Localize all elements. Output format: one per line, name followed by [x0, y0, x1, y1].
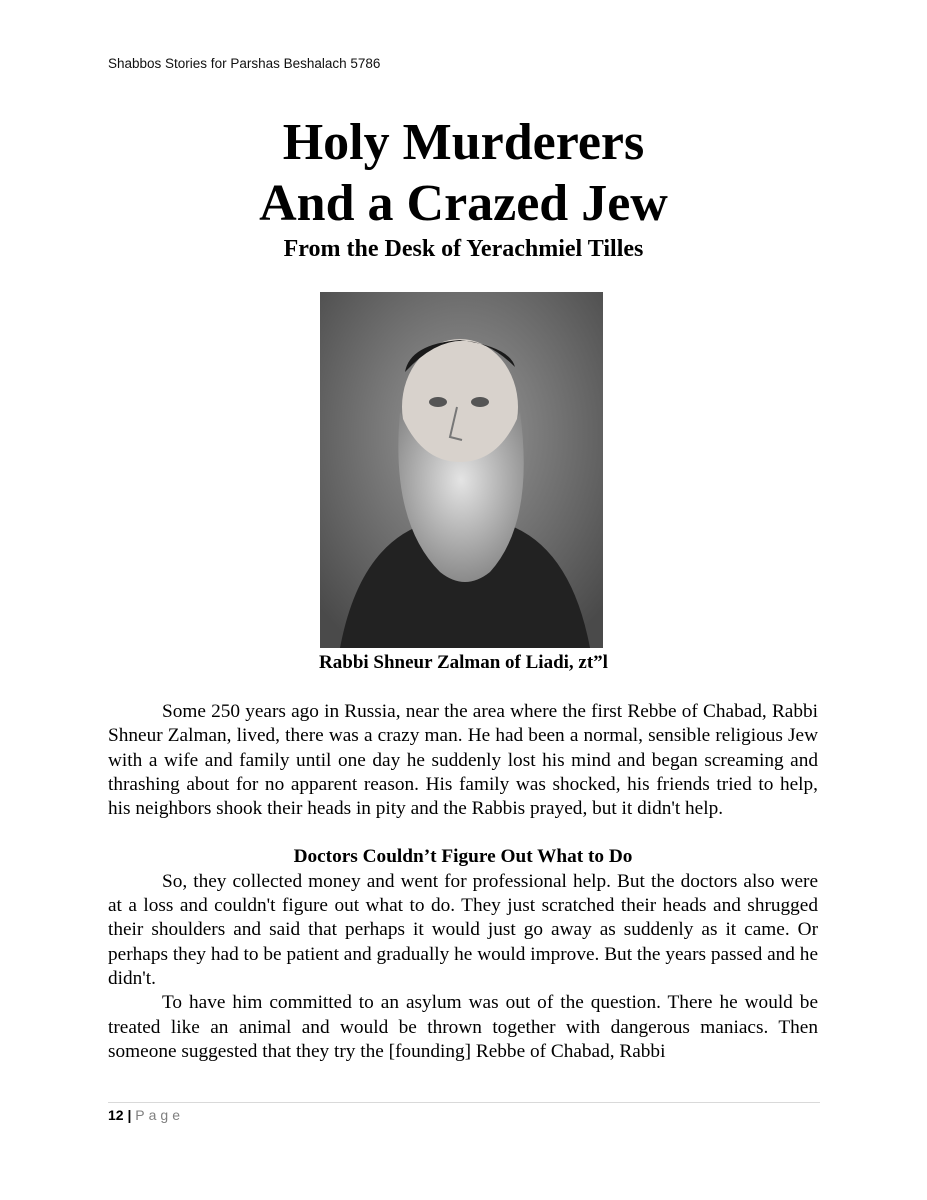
section-heading: Doctors Couldn’t Figure Out What to Do — [293, 846, 633, 868]
page-footer — [108, 1107, 184, 1123]
paragraph: To have him committed to an asylum was out of the question. There he would be treated like an animal and would be thrown together with dangerous maniacs. Then someone suggested that they try the [founding] Rebbe of Chabad, Rabbi — [108, 992, 818, 1062]
title-line-2: And a Crazed Jew — [259, 175, 668, 232]
footer-divider — [108, 1102, 820, 1103]
article-subtitle: From the Desk of Yerachmiel Tilles — [283, 236, 644, 262]
running-header: Shabbos Stories for Parshas Beshalach 5786 — [108, 56, 381, 71]
paragraph: So, they collected money and went for professional help. But the doctors also were at a loss and couldn't figure out what to do. They just scratched their heads and shrugged their shoulders and said that perhaps it would just go away as suddenly as it came. Or perhaps they had to be patient and gradually he would improve. But the years passed and he didn't. — [108, 870, 818, 989]
title-line-1: Holy Murderers — [282, 114, 645, 171]
portrait-image — [320, 292, 603, 648]
article-title — [0, 112, 927, 234]
page-label: Page — [135, 1107, 184, 1123]
paragraph: Some 250 years ago in Russia, near the area where the first Rebbe of Chabad, Rabbi Shneur Zalman, lived, there was a crazy man. He had been a normal, sensible religious Jew with a wife and family until one day he suddenly lost his mind and began screaming and thrashing about for no apparent reason. His family was shocked, his friends tried to help, his neighbors shook their heads in pity and the Rabbis prayed, but it didn't help. — [108, 701, 818, 820]
footer-separator: | — [127, 1107, 132, 1123]
article-body — [108, 700, 818, 1064]
image-caption: Rabbi Shneur Zalman of Liadi, zt”l — [319, 652, 608, 673]
page-number: 12 — [108, 1107, 124, 1123]
